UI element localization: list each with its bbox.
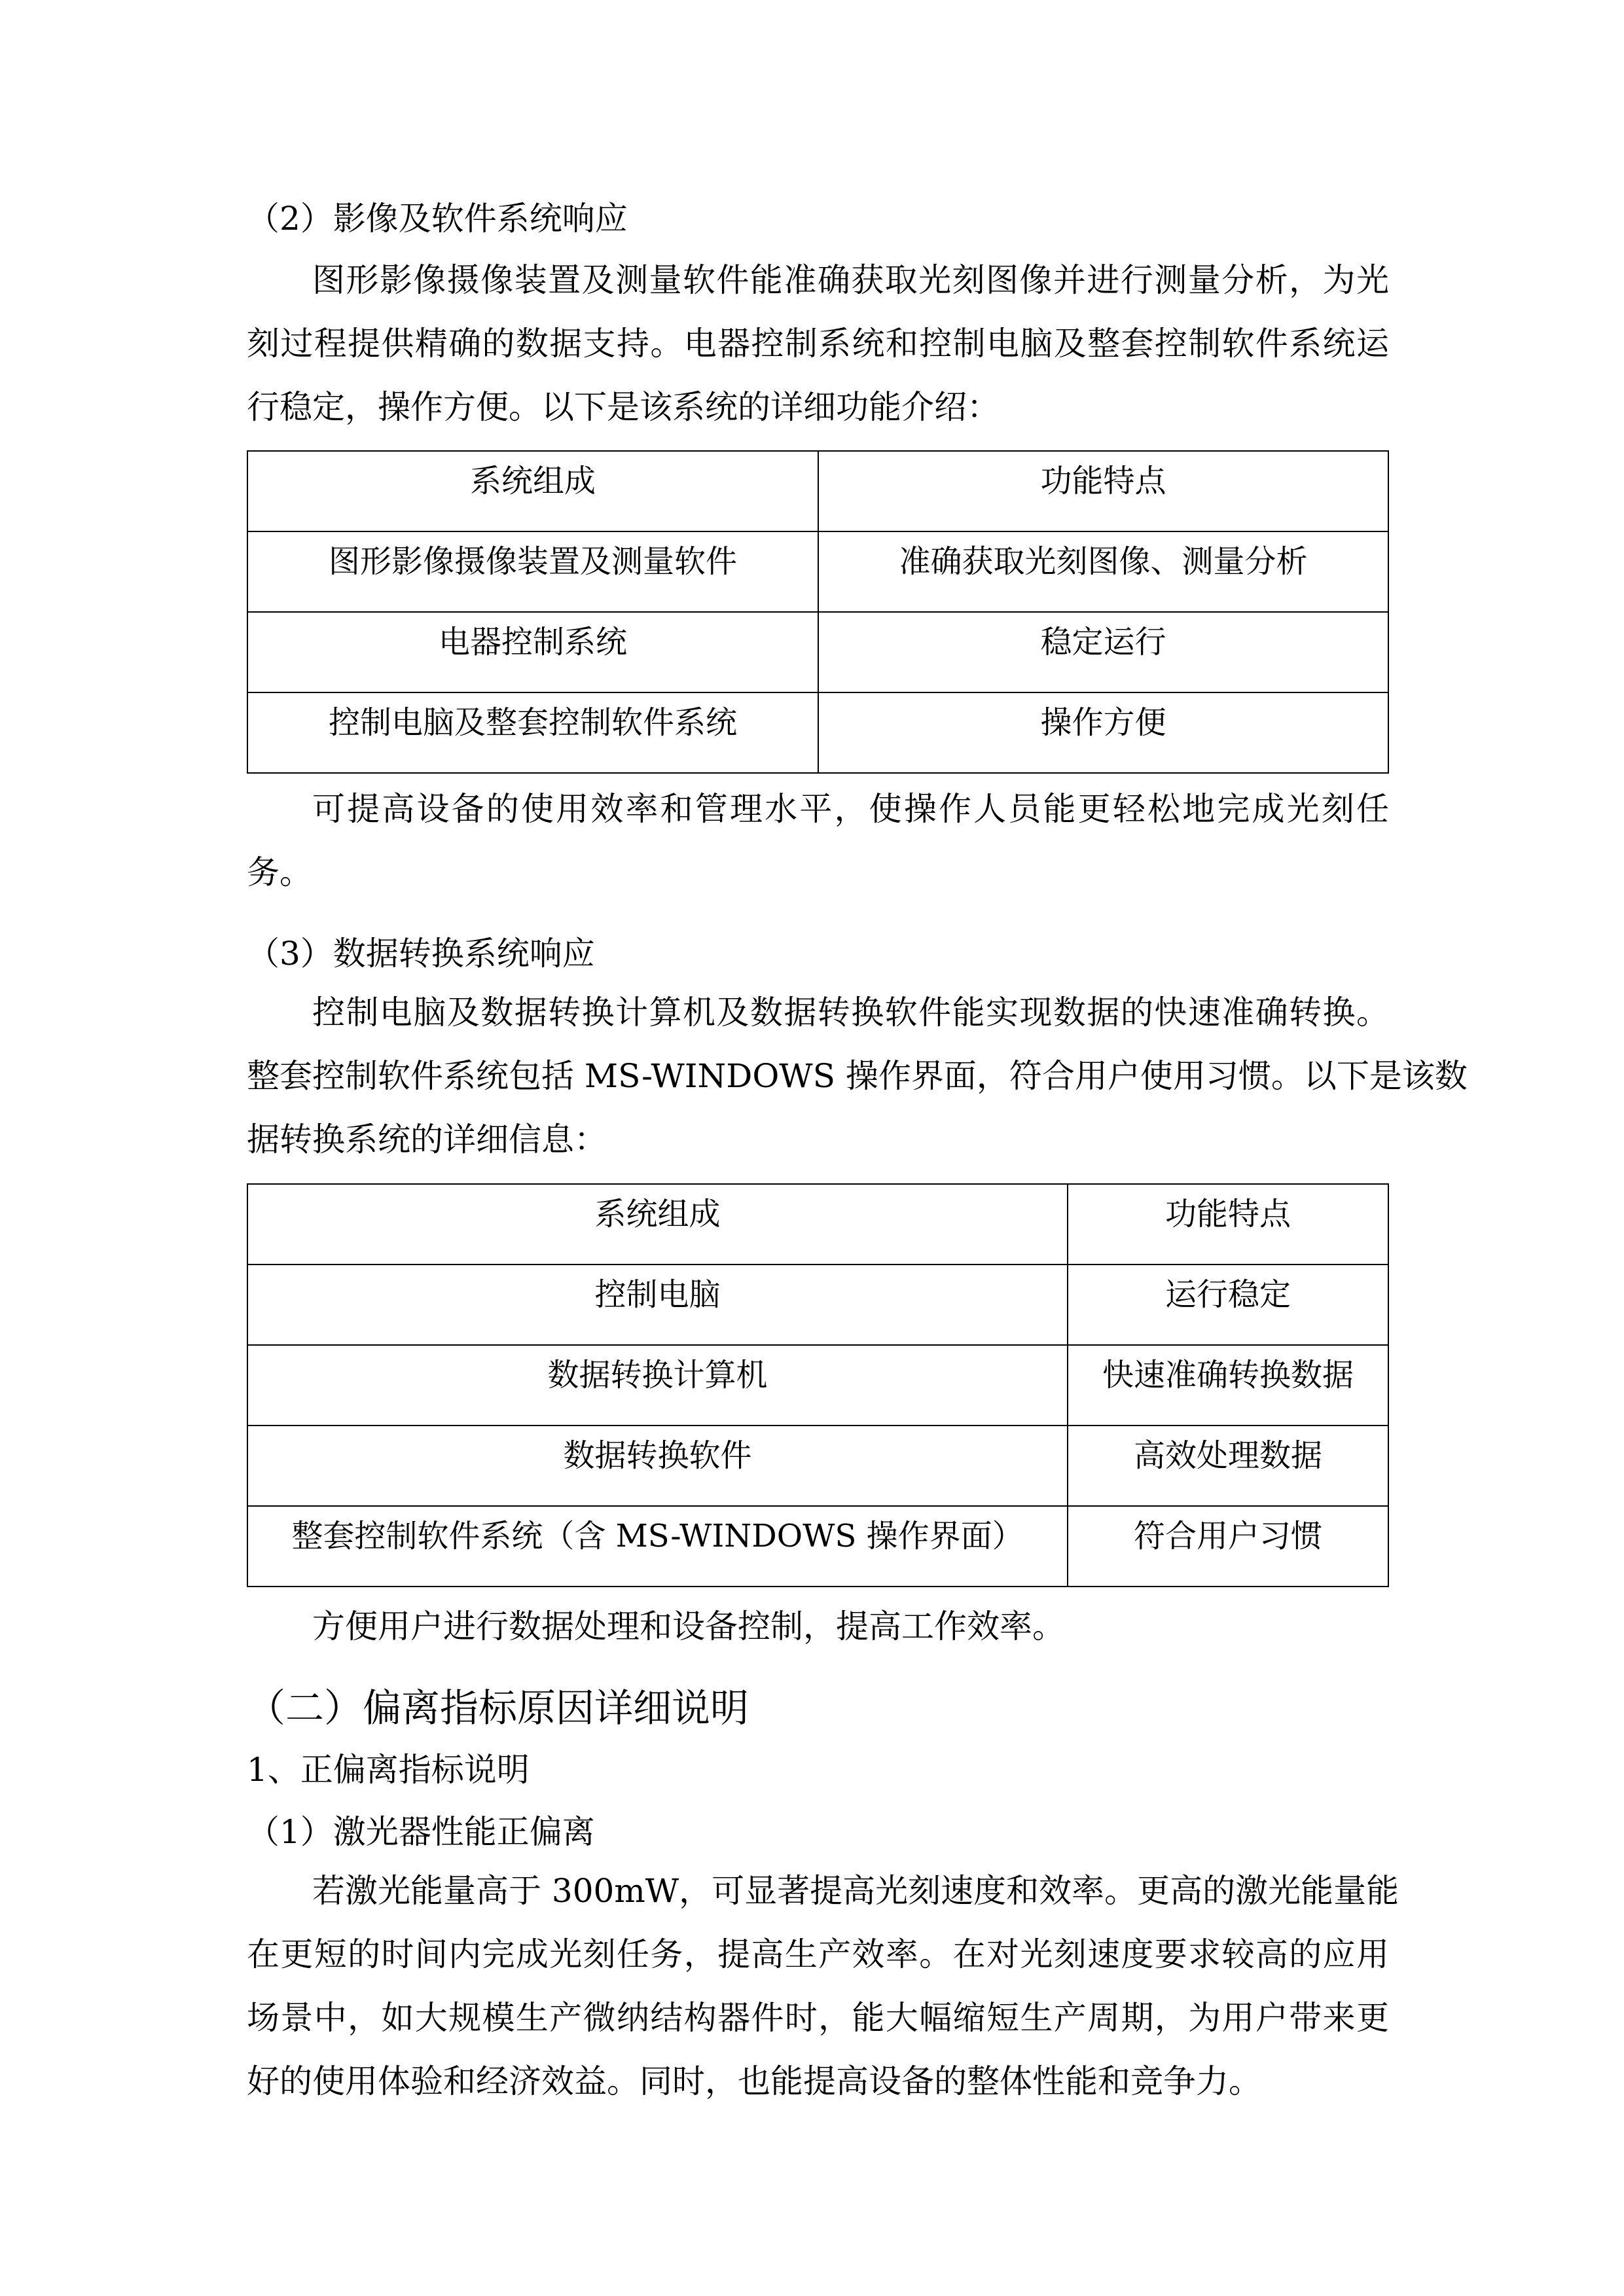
paragraph-line: 场景中，如大规模生产微纳结构器件时，能大幅缩短生产周期，为用户带来更 <box>247 1999 1389 2037</box>
table-cell: 运行稳定 <box>1068 1265 1388 1345</box>
table-header-row <box>247 1184 1388 1265</box>
table-cell: 电器控制系统 <box>247 612 818 692</box>
paragraph-line: 刻过程提供精确的数据支持。电器控制系统和控制电脑及整套控制软件系统运 <box>247 325 1389 363</box>
subheading: 1、正偏离指标说明 <box>247 1751 530 1789</box>
table-cell: 控制电脑及整套控制软件系统 <box>247 692 818 773</box>
paragraph-line: 控制电脑及数据转换计算机及数据转换软件能实现数据的快速准确转换。 <box>312 994 1389 1031</box>
table-cell: 符合用户习惯 <box>1068 1506 1388 1587</box>
table-cell: 快速准确转换数据 <box>1068 1345 1388 1426</box>
header-cell: 功能特点 <box>818 451 1388 531</box>
table-row <box>247 612 1388 692</box>
part2-heading: （二）偏离指标原因详细说明 <box>247 1685 749 1731</box>
table-cell: 操作方便 <box>818 692 1388 773</box>
table-cell: 准确获取光刻图像、测量分析 <box>818 531 1388 612</box>
subheading: （1）激光器性能正偏离 <box>247 1813 595 1851</box>
paragraph-line: 若激光能量高于 300mW，可显著提高光刻速度和效率。更高的激光能量能 <box>312 1872 1399 1910</box>
table-cell: 整套控制软件系统（含 MS-WINDOWS 操作界面） <box>247 1506 1068 1587</box>
table-row <box>247 692 1388 773</box>
paragraph-line: 方便用户进行数据处理和设备控制，提高工作效率。 <box>312 1607 1065 1645</box>
header-cell: 系统组成 <box>247 451 818 531</box>
section2-heading: （2）影像及软件系统响应 <box>247 200 628 238</box>
table-header-row <box>247 451 1388 531</box>
paragraph-line: 据转换系统的详细信息： <box>247 1121 607 1158</box>
header-cell: 功能特点 <box>1068 1184 1388 1265</box>
table-row <box>247 1345 1388 1426</box>
table-cell: 数据转换计算机 <box>247 1345 1068 1426</box>
table-cell: 数据转换软件 <box>247 1426 1068 1506</box>
paragraph-line: 在更短的时间内完成光刻任务，提高生产效率。在对光刻速度要求较高的应用 <box>247 1935 1389 1973</box>
imaging-system-table <box>247 450 1389 774</box>
paragraph-line: 整套控制软件系统包括 MS-WINDOWS 操作界面，符合用户使用习惯。以下是该数 <box>247 1057 1468 1095</box>
table-cell: 图形影像摄像装置及测量软件 <box>247 531 818 612</box>
table-cell: 控制电脑 <box>247 1265 1068 1345</box>
table-row <box>247 1265 1388 1345</box>
paragraph-line: 务。 <box>247 853 312 891</box>
table-row <box>247 531 1388 612</box>
table-row <box>247 1426 1388 1506</box>
paragraph-line: 图形影像摄像装置及测量软件能准确获取光刻图像并进行测量分析，为光 <box>312 261 1389 299</box>
paragraph-line: 可提高设备的使用效率和管理水平，使操作人员能更轻松地完成光刻任 <box>312 790 1389 828</box>
paragraph-line: 行稳定，操作方便。以下是该系统的详细功能介绍： <box>247 388 1000 426</box>
table-cell: 高效处理数据 <box>1068 1426 1388 1506</box>
table-cell: 稳定运行 <box>818 612 1388 692</box>
section3-heading: （3）数据转换系统响应 <box>247 935 595 973</box>
header-cell: 系统组成 <box>247 1184 1068 1265</box>
table-row <box>247 1506 1388 1587</box>
paragraph-line: 好的使用体验和经济效益。同时，也能提高设备的整体性能和竞争力。 <box>247 2062 1261 2100</box>
data-conversion-table <box>247 1183 1389 1587</box>
